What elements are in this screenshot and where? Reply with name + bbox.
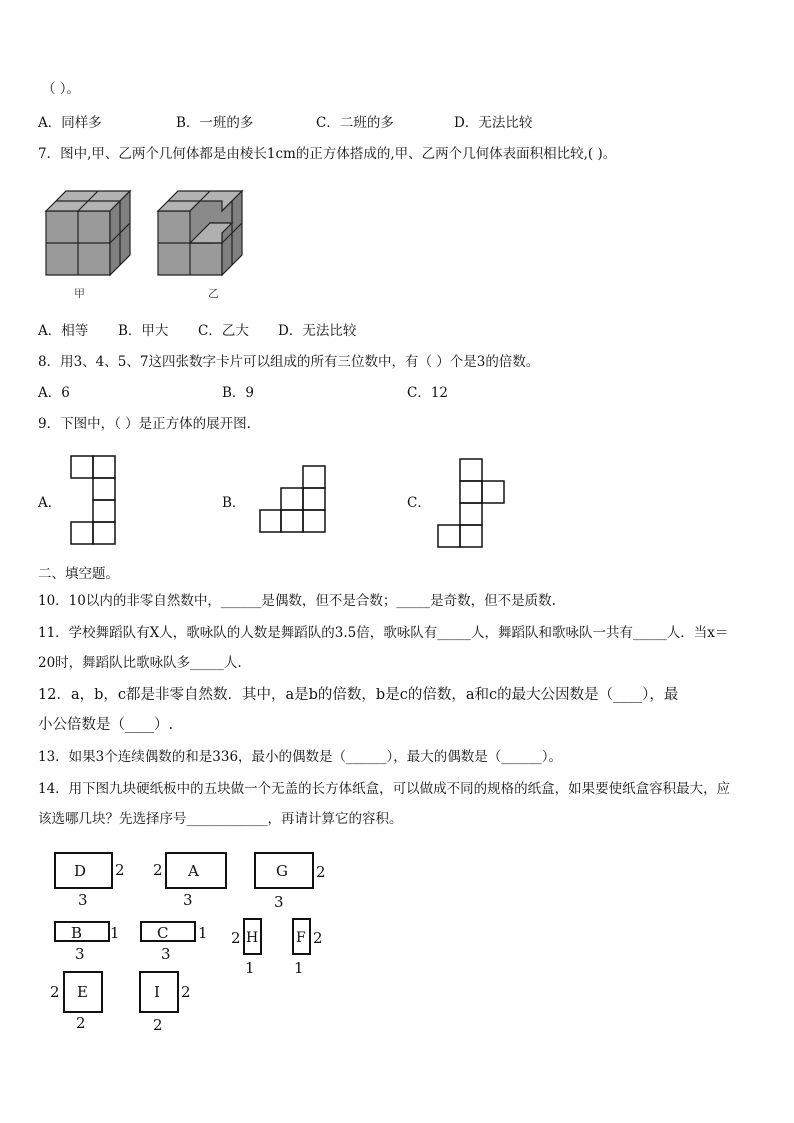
cube-jia-figure (46, 191, 130, 275)
cube-yi-figure (158, 191, 242, 275)
board-label: 2 (153, 1016, 163, 1034)
board-label: 3 (183, 891, 193, 909)
board-label: A (188, 862, 199, 880)
net-c-figure (437, 458, 506, 550)
q14-line2: 该选哪几块？先选择序号____________，再请计算它的容积。 (38, 811, 403, 827)
q12-line1: 12．a，b，c都是非零自然数．其中，a是b的倍数，b是c的倍数，a和c的最大公因数是（____），最 (38, 687, 679, 703)
q9-label-a: A． (38, 495, 62, 511)
q7-cube-figures (38, 175, 260, 305)
q6-option-b: B．一班的多 (176, 115, 254, 131)
board-label: 2 (153, 861, 163, 879)
board-label: H (246, 930, 259, 946)
board-label: 1 (294, 959, 304, 977)
q6-stem-tail: （ ）。 (42, 81, 81, 97)
section-title: 二、填空题。 (38, 566, 119, 582)
q9-stem: 9．下图中，（ ）是正方体的展开图. (38, 416, 251, 432)
q13-text: 13．如果3个连续偶数的和是336，最小的偶数是（______），最大的偶数是（______）。 (38, 749, 563, 765)
board-label: 2 (231, 929, 241, 947)
board-label: F (296, 930, 306, 946)
q9-label-c: C． (407, 495, 431, 511)
board-label: 3 (75, 945, 85, 963)
label-jia: 甲 (74, 287, 85, 300)
q7-option-d: D．无法比较 (278, 323, 357, 339)
board-label: B (71, 924, 83, 942)
q8-stem: 8．用3、4、5、7这四张数字卡片可以组成的所有三位数中，有（ ）个是3的倍数。 (38, 354, 540, 370)
q14-line1: 14．用下图九块硬纸板中的五块做一个无盖的长方体纸盒，可以做成不同的规格的纸盒，如果要使纸盒容积最大，应 (38, 781, 731, 797)
q7-stem: 7．图中,甲、乙两个几何体都是由棱长1cm的正方体搭成的,甲、乙两个几何体表面积相比较,( )。 (38, 146, 617, 162)
board-label: D (74, 862, 87, 880)
board-label: I (154, 983, 160, 1001)
board-label: G (276, 862, 288, 880)
board-label: C (157, 924, 169, 942)
board-label: 1 (110, 924, 120, 942)
q11-line2: 20时，舞蹈队比歌咏队多_____人. (38, 655, 242, 671)
q12-line2: 小公倍数是（____）. (38, 717, 174, 733)
board-label: 2 (313, 929, 323, 947)
q11-line1: 11．学校舞蹈队有X人，歌咏队的人数是舞蹈队的3.5倍，歌咏队有_____人，舞蹈队和歌咏队一共有_____人．当x＝ (38, 625, 729, 641)
q7-option-a: A．相等 (38, 323, 89, 339)
q9-label-b: B． (222, 495, 246, 511)
net-b-figure (259, 465, 326, 535)
board-label: 1 (245, 959, 255, 977)
board-label: 3 (78, 891, 88, 909)
q8-option-c: C．12 (407, 385, 449, 401)
q8-option-b: B．9 (222, 385, 255, 401)
board-label: 2 (50, 983, 60, 1001)
board-label: 2 (76, 1014, 86, 1032)
board-label: 2 (181, 983, 191, 1001)
q10-text: 10．10以内的非零自然数中，______是偶数，但不是合数；_____是奇数，但不是质数. (38, 593, 556, 609)
board-label: 3 (274, 893, 284, 911)
board-label: E (77, 983, 88, 1001)
q6-option-a: A．同样多 (38, 115, 102, 131)
board-label: 2 (115, 861, 125, 879)
q8-option-a: A．6 (38, 385, 70, 401)
board-label: 2 (316, 863, 326, 881)
label-yi: 乙 (208, 287, 219, 300)
q7-option-b: B．甲大 (118, 323, 169, 339)
q6-option-c: C．二班的多 (316, 115, 394, 131)
board-label: 1 (198, 924, 208, 942)
net-a-figure (70, 455, 116, 548)
cardboard-pieces-figure (40, 845, 340, 1035)
q7-option-c: C．乙大 (198, 323, 249, 339)
board-label: 3 (161, 945, 171, 963)
q6-option-d: D．无法比较 (454, 115, 533, 131)
